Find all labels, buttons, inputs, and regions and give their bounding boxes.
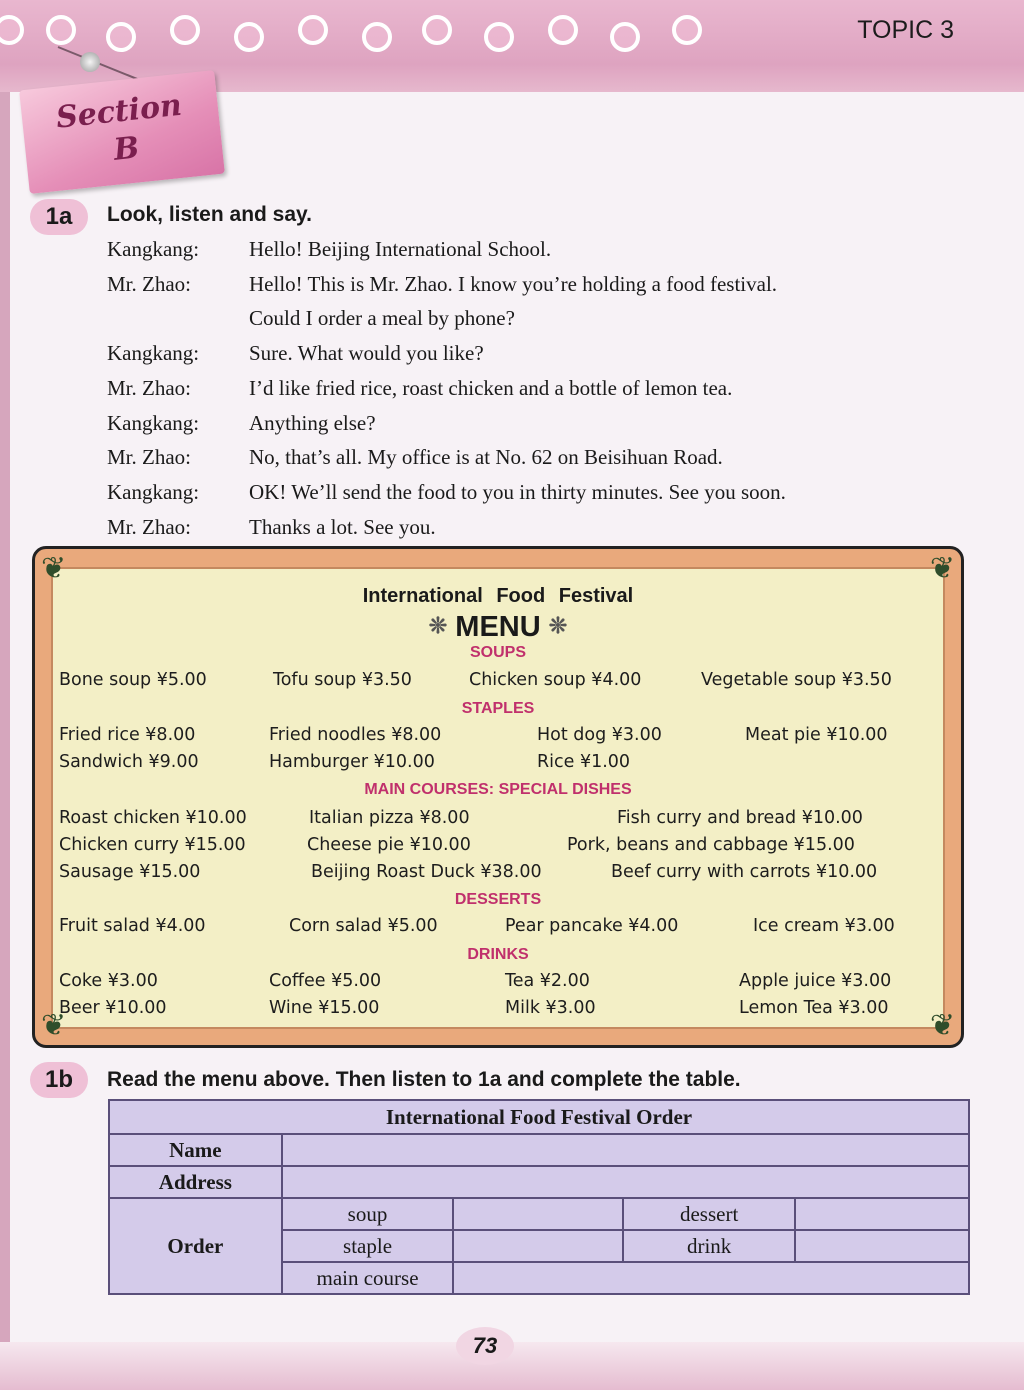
speaker: Kangkang: — [107, 341, 200, 366]
dialogue-line — [107, 371, 987, 406]
dialogue-text: OK! We’ll send the food to you in thirty minutes. See you soon. — [249, 479, 786, 504]
binder-ring-icon — [672, 15, 702, 45]
menu-item: Sausage ¥15.00 — [59, 862, 201, 882]
soup-answer-cell[interactable] — [453, 1198, 622, 1230]
category-staples: STAPLES — [461, 700, 535, 717]
menu-item: Cheese pie ¥10.00 — [307, 835, 471, 855]
binder-ring-icon — [422, 15, 452, 45]
category-drinks: DRINKS — [467, 946, 529, 963]
dessert-label: dessert — [623, 1198, 796, 1230]
menu-item: Coke ¥3.00 — [59, 971, 158, 991]
dialogue-line — [107, 301, 987, 336]
binder-ring-icon — [484, 22, 514, 52]
dialogue-line — [107, 267, 987, 302]
menu-item: Beer ¥10.00 — [59, 998, 167, 1018]
speaker: Kangkang: — [107, 410, 200, 435]
menu-item: Meat pie ¥10.00 — [745, 725, 888, 745]
order-table-title: International Food Festival Order — [109, 1100, 969, 1134]
binder-ring-icon — [46, 15, 76, 45]
menu-item: Sandwich ¥9.00 — [59, 752, 199, 772]
binder-ring-icon — [610, 22, 640, 52]
menu-item: Rice ¥1.00 — [537, 752, 631, 772]
binder-ring-icon — [106, 22, 136, 52]
main-course-answer-cell[interactable] — [453, 1262, 969, 1294]
staple-label: staple — [282, 1230, 454, 1262]
dialogue-text: Hello! This is Mr. Zhao. I know you’re holding a food festival. — [249, 271, 778, 296]
staple-answer-cell[interactable] — [453, 1230, 622, 1262]
topic-label: TOPIC 3 — [857, 16, 954, 44]
speaker: Kangkang: — [107, 479, 200, 504]
dialogue-text: Thanks a lot. See you. — [249, 514, 436, 539]
ornament-icon: ❦ — [929, 552, 955, 585]
drink-label: drink — [623, 1230, 796, 1262]
menu-item: Coffee ¥5.00 — [269, 971, 382, 991]
pin-icon — [80, 52, 100, 72]
dialogue-line — [107, 232, 987, 267]
section-tag — [19, 70, 225, 194]
menu-item: Lemon Tea ¥3.00 — [739, 998, 889, 1018]
order-table — [108, 1099, 970, 1295]
menu-item: Fried noodles ¥8.00 — [269, 725, 442, 745]
snowflake-icon: ❊ — [548, 613, 568, 638]
dialogue — [107, 232, 987, 544]
menu-item: Ice cream ¥3.00 — [753, 916, 895, 936]
menu-item: Chicken curry ¥15.00 — [59, 835, 246, 855]
menu-item: Vegetable soup ¥3.50 — [701, 670, 892, 690]
menu-item: Chicken soup ¥4.00 — [469, 670, 642, 690]
category-desserts: DESSERTS — [454, 891, 542, 908]
menu-board — [32, 546, 964, 1048]
menu-item: Beef curry with carrots ¥10.00 — [611, 862, 878, 882]
menu-item: Italian pizza ¥8.00 — [309, 808, 470, 828]
menu-item: Tofu soup ¥3.50 — [273, 670, 412, 690]
dialogue-line — [107, 406, 987, 441]
activity-1a-instruction: Look, listen and say. — [107, 203, 312, 226]
binder-ring-icon — [298, 15, 328, 45]
menu-heading-text: MENU — [455, 611, 541, 643]
speaker — [107, 301, 249, 336]
speaker: Kangkang: — [107, 237, 200, 261]
name-label: Name — [109, 1134, 282, 1166]
speaker: Mr. Zhao: — [107, 375, 191, 400]
binder-ring-icon — [170, 15, 200, 45]
speaker: Mr. Zhao: — [107, 445, 191, 470]
menu-item: Milk ¥3.00 — [505, 998, 596, 1018]
drink-answer-cell[interactable] — [795, 1230, 969, 1262]
speaker: Mr. Zhao: — [107, 271, 191, 296]
binder-ring-icon — [548, 15, 578, 45]
name-answer-cell[interactable] — [282, 1134, 969, 1166]
address-label: Address — [109, 1166, 282, 1198]
activity-number-1a: 1a — [30, 199, 88, 235]
dialogue-text: Hello! Beijing International School. — [249, 237, 552, 261]
order-label: Order — [109, 1198, 282, 1294]
dialogue-line — [107, 510, 987, 545]
dialogue-line — [107, 336, 987, 371]
menu-item: Fried rice ¥8.00 — [59, 725, 196, 745]
dessert-answer-cell[interactable] — [795, 1198, 969, 1230]
menu-item: Wine ¥15.00 — [269, 998, 380, 1018]
speaker: Mr. Zhao: — [107, 514, 191, 539]
page-number: 73 — [456, 1327, 514, 1365]
menu-item: Hot dog ¥3.00 — [537, 725, 662, 745]
binder-ring-icon — [362, 22, 392, 52]
menu-item: Hamburger ¥10.00 — [269, 752, 435, 772]
dialogue-text: I’d like fried rice, roast chicken and a bottle of lemon tea. — [249, 375, 733, 400]
ornament-icon: ❦ — [929, 1009, 955, 1042]
activity-number-1b: 1b — [30, 1062, 88, 1098]
menu-item: Roast chicken ¥10.00 — [59, 808, 247, 828]
menu-title: International Food Festival — [362, 585, 634, 607]
ornament-icon: ❦ — [41, 1009, 67, 1042]
menu-item: Beijing Roast Duck ¥38.00 — [311, 862, 542, 882]
dialogue-text: Sure. What would you like? — [249, 341, 484, 366]
soup-label: soup — [282, 1198, 454, 1230]
dialogue-line — [107, 440, 987, 475]
main-course-label: main course — [282, 1262, 454, 1294]
dialogue-line — [107, 475, 987, 510]
category-main-courses: MAIN COURSES: SPECIAL DISHES — [364, 781, 632, 798]
binder-ring-icon — [234, 22, 264, 52]
address-answer-cell[interactable] — [282, 1166, 969, 1198]
menu-item: Fruit salad ¥4.00 — [59, 916, 206, 936]
menu-item: Bone soup ¥5.00 — [59, 670, 207, 690]
ornament-icon: ❦ — [41, 552, 67, 585]
dialogue-text: No, that’s all. My office is at No. 62 on Beisihuan Road. — [249, 445, 723, 470]
menu-item: Tea ¥2.00 — [505, 971, 590, 991]
section-letter: B — [112, 130, 141, 168]
menu-item: Apple juice ¥3.00 — [739, 971, 892, 991]
dialogue-text: Anything else? — [249, 410, 376, 435]
section-word: Section — [54, 87, 184, 136]
menu-item: Pear pancake ¥4.00 — [505, 916, 679, 936]
category-soups: SOUPS — [469, 644, 526, 661]
snowflake-icon: ❊ — [428, 613, 448, 638]
dialogue-text: Could I order a meal by phone? — [249, 306, 515, 331]
page-edge-stripe — [0, 92, 10, 1362]
menu-heading — [35, 611, 961, 644]
menu-item: Pork, beans and cabbage ¥15.00 — [567, 835, 855, 855]
activity-1b-instruction: Read the menu above. Then listen to 1a and complete the table. — [107, 1068, 741, 1091]
menu-item: Corn salad ¥5.00 — [289, 916, 438, 936]
menu-item: Fish curry and bread ¥10.00 — [617, 808, 863, 828]
binder-ring-icon — [0, 15, 24, 45]
